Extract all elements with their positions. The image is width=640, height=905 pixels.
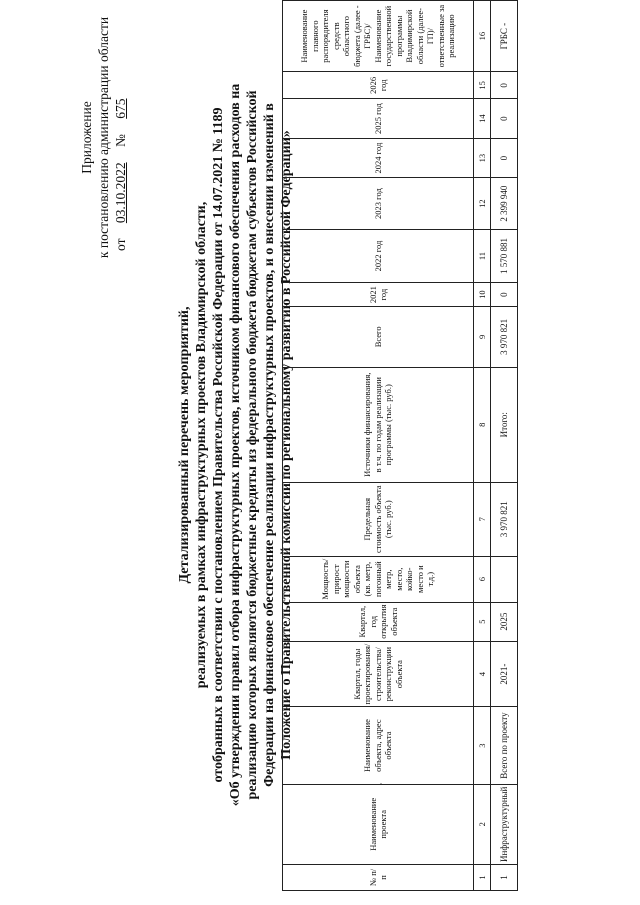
- header-cell: Источники финансирования, в т.ч. по годам реализации программы (тыс. руб.): [283, 367, 474, 482]
- column-number: 14: [474, 99, 491, 138]
- title-line: реализацию которых являются бюджетные кредиты из федерального бюджета бюджетам субъектов Российской: [245, 90, 260, 800]
- column-number: 3: [474, 707, 491, 784]
- document-title: [176, 5, 295, 885]
- table-cell: 3 970 821: [491, 306, 518, 367]
- column-numbers-row: [474, 1, 491, 891]
- table-cell: 1: [491, 864, 518, 890]
- header-cell: 2026 год: [283, 72, 474, 99]
- header-cell: 2024 год: [283, 138, 474, 177]
- table-cell: Инфраструктурный: [491, 784, 518, 864]
- table-header-row: [283, 1, 474, 891]
- header-cell: № п/п: [283, 864, 474, 890]
- table-cell: Итого:: [491, 367, 518, 482]
- appendix-label: Приложение: [79, 101, 94, 174]
- column-number: 11: [474, 229, 491, 282]
- column-number: 12: [474, 178, 491, 230]
- column-number: 13: [474, 138, 491, 177]
- column-number: 8: [474, 367, 491, 482]
- appendix-block: [78, 10, 129, 265]
- table-cell: 0: [491, 99, 518, 138]
- header-cell: 2025 год: [283, 99, 474, 138]
- number-prefix: №: [113, 134, 128, 148]
- header-cell: Мощность/прирост мощности объекта (кв. метр, погонный метр, место, койко-место и т.д.): [283, 556, 474, 602]
- table-cell: 2021-: [491, 641, 518, 707]
- table-cell: [491, 556, 518, 602]
- column-number: 4: [474, 641, 491, 707]
- header-cell: 2022 год: [283, 229, 474, 282]
- table-cell: Всего по проекту: [491, 707, 518, 784]
- table-cell: 2025: [491, 602, 518, 641]
- header-cell: Всего: [283, 306, 474, 367]
- header-cell: Наименование проекта: [283, 784, 474, 864]
- appendix-to: к постановлению администрации области: [96, 16, 111, 259]
- column-number: 10: [474, 283, 491, 307]
- title-line: отобранных в соответствии с постановлением Правительства Российской Федерации от 14.07.2021 № 1189: [211, 107, 226, 783]
- appendix-number: 675: [113, 98, 128, 119]
- column-number: 9: [474, 306, 491, 367]
- title-line: Федерации на финансовое обеспечение реализации инфраструктурных проектов, и о внесении изменений в: [262, 103, 277, 787]
- appendix-date: 03.10.2022: [113, 162, 128, 224]
- column-number: 5: [474, 602, 491, 641]
- title-line: реализуемых в рамках инфраструктурных проектов Владимирской области,: [194, 201, 209, 689]
- header-cell: Квартал, годы проектирования/строительства/реконструкции объекта: [283, 641, 474, 707]
- header-cell: 2021 год: [283, 283, 474, 307]
- column-number: 7: [474, 482, 491, 556]
- title-line: Детализированный перечень мероприятий,: [177, 306, 192, 584]
- table-row: [491, 1, 518, 891]
- header-cell: Наименование объекта, адрес объекта: [283, 707, 474, 784]
- table-cell: 1 570 881: [491, 229, 518, 282]
- measures-table: [282, 0, 518, 891]
- header-cell: Квартал, год открытия объекта: [283, 602, 474, 641]
- header-cell: 2023 год: [283, 178, 474, 230]
- table-cell: 0: [491, 283, 518, 307]
- table-cell: 3 970 821: [491, 482, 518, 556]
- header-cell: Предельная стоимость объекта (тыс. руб.): [283, 482, 474, 556]
- table-cell: ГРБС -: [491, 1, 518, 72]
- column-number: 15: [474, 72, 491, 99]
- header-cell: Наименование главного распорядителя средств областного бюджета (далее - ГРБС)/ Наименование государственной программы Владимирской области (далее-ГП)/ ответственные за реализацию: [283, 1, 474, 72]
- column-number: 1: [474, 864, 491, 890]
- column-number: 16: [474, 1, 491, 72]
- appendix-date-line: [112, 10, 129, 265]
- table-cell: 0: [491, 72, 518, 99]
- table-cell: 0: [491, 138, 518, 177]
- title-line: Положение о Правительственной комиссии по региональному развитию в Российской Федерации»: [279, 130, 294, 760]
- table-cell: 2 399 940: [491, 178, 518, 230]
- column-number: 6: [474, 556, 491, 602]
- column-number: 2: [474, 784, 491, 864]
- date-prefix: от: [113, 238, 128, 251]
- title-line: «Об утверждении правил отбора инфраструктурных проектов, источником финансового обеспечения расходов на: [228, 83, 243, 807]
